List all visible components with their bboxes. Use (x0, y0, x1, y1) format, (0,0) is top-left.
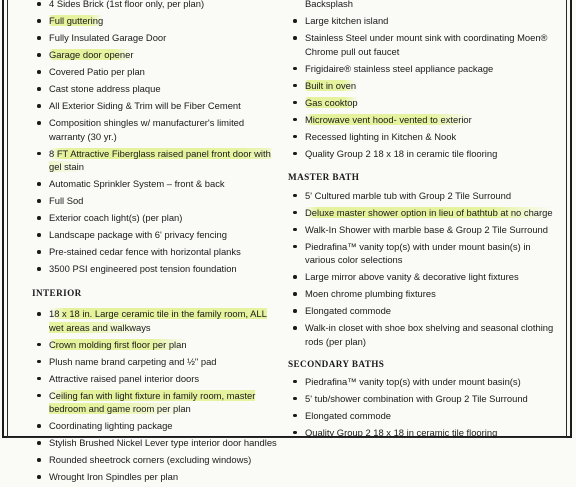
list-item (32, 116, 282, 143)
list-item-text: Garage door opener (49, 49, 134, 60)
list-item-text: Walk-in closet with shoe box shelving and seasonal clothing rods (per plan) (305, 322, 554, 347)
secondary-baths-heading: SECONDARY BATHS (288, 358, 385, 369)
list-item-text: Wrought Iron Spindles per plan (49, 471, 179, 482)
list-item-text: Piedrafina™ vanity top(s) with under mount basin(s) in various color selections (305, 240, 531, 265)
list-item (32, 147, 282, 174)
list-item-text: Piedrafina™ vanity top(s) with under mount basin(s) (305, 375, 521, 387)
list-item (288, 113, 560, 127)
list-item-text: Built in oven (305, 79, 357, 91)
list-item (288, 31, 560, 58)
list-item (288, 130, 560, 144)
kitchen-list (288, 0, 560, 160)
list-item-text: 5' tub/shower combination with Group 2 Tile Surround (305, 392, 528, 404)
list-item-text: Pre-stained cedar fence with horizontal planks (49, 246, 241, 257)
list-item-text: Backsplash (305, 0, 353, 9)
list-item (32, 48, 282, 62)
list-item (288, 14, 560, 28)
list-item (288, 321, 560, 348)
list-item-text: Walk-In Shower with marble base & Group 2 Tile Surround (305, 223, 548, 235)
list-item (32, 228, 282, 242)
list-item-text: Stainless Steel under mount sink with coordinating Moen® Chrome pull out faucet (305, 32, 548, 57)
list-item-text: Quality Group 2 18 x 18 in ceramic tile flooring (305, 426, 498, 438)
list-item (288, 409, 560, 423)
list-item-text: 8 FT Attractive Fiberglass raised panel front door with gel stain (49, 147, 271, 172)
list-item-text: All Exterior Siding & Trim will be Fiber Cement (49, 100, 241, 111)
list-item-text: Composition shingles w/ manufacturer's limited warranty (30 yr.) (49, 117, 245, 142)
list-item (32, 453, 282, 467)
list-item (288, 189, 560, 203)
list-item (288, 96, 560, 110)
list-item (288, 287, 560, 301)
list-item-text: Quality Group 2 18 x 18 in ceramic tile flooring (305, 147, 498, 159)
list-item-text: Plush name brand carpeting and ½" pad (49, 355, 217, 367)
list-item (32, 177, 282, 191)
list-item (32, 245, 282, 259)
list-item-text: Attractive raised panel interior doors (49, 372, 200, 384)
list-item (288, 426, 560, 440)
exterior-list (32, 0, 282, 276)
list-item-text: Fully Insulated Garage Door (49, 32, 167, 43)
list-item (32, 436, 282, 450)
list-item-text: Cast stone address plaque (49, 83, 161, 94)
list-item-text: Crown molding first floor per plan (49, 338, 187, 350)
list-item-text: Elongated commode (305, 409, 391, 421)
list-item (288, 375, 560, 389)
list-item (288, 62, 560, 76)
list-item-text: Stylish Brushed Nickel Lever type interior door handles (49, 437, 277, 448)
list-item-text: Frigidaire® stainless steel appliance package (305, 62, 494, 74)
list-item-text: Recessed lighting in Kitchen & Nook (305, 130, 457, 142)
list-item-text: Gas cooktop (305, 96, 358, 108)
secondary-baths-list (288, 375, 560, 440)
list-item-text: Large mirror above vanity & decorative light fixtures (305, 271, 519, 282)
list-item (32, 194, 282, 208)
right-column (288, 0, 560, 443)
list-item-text: Large kitchen island (305, 15, 389, 26)
list-item (288, 223, 560, 237)
list-item-text: Rounded sheetrock corners (excluding windows) (49, 454, 252, 465)
list-item (288, 206, 560, 220)
list-item (32, 470, 282, 484)
list-item (32, 262, 282, 276)
list-item (32, 99, 282, 113)
list-item (32, 355, 282, 369)
list-item (288, 270, 560, 284)
list-item-text: Microwave vent hood- vented to exterior (305, 113, 472, 125)
list-item (32, 82, 282, 96)
list-item (288, 304, 560, 318)
list-item (32, 211, 282, 225)
list-item (32, 0, 282, 11)
list-item-text: Landscape package with 6' privacy fencing (49, 229, 227, 240)
interior-list (32, 307, 282, 484)
list-item-text: Coordinating lighting package (49, 420, 173, 431)
list-item (32, 14, 282, 28)
list-item-text: Deluxe master shower option in lieu of bathtub at no charge (305, 206, 553, 218)
list-item-text: Ceiling fan with light fixture in family room, master bedroom and game room per plan (49, 389, 256, 414)
list-item (32, 307, 282, 334)
list-item-text: 18 x 18 in. Large ceramic tile in the family room, ALL wet areas and walkways (49, 308, 267, 333)
list-item-text: Exterior coach light(s) (per plan) (49, 212, 183, 223)
master-bath-list (288, 189, 560, 349)
list-item (32, 338, 282, 352)
interior-heading: INTERIOR (32, 288, 82, 298)
master-bath-heading: MASTER BATH (288, 171, 360, 182)
list-item-text: 4 Sides Brick (1st floor only, per plan) (49, 0, 205, 9)
list-item-text: Moen chrome plumbing fixtures (305, 288, 436, 299)
list-item (32, 31, 282, 45)
list-item-text: Elongated commode (305, 305, 391, 316)
list-item (288, 79, 560, 93)
list-item (288, 392, 560, 406)
list-item-text: Automatic Sprinkler System – front & back (49, 178, 225, 189)
list-item-text: 3500 PSI engineered post tension foundation (49, 263, 237, 274)
list-item-text: Full guttering (49, 15, 104, 26)
left-column (32, 0, 282, 487)
list-item (288, 0, 560, 11)
list-item (32, 419, 282, 433)
list-item (288, 147, 560, 161)
list-item (32, 389, 282, 416)
list-item-text: Covered Patio per plan (49, 66, 145, 77)
list-item-text: Full Sod (49, 195, 84, 206)
list-item (288, 240, 560, 267)
list-item (32, 372, 282, 386)
list-item (32, 65, 282, 79)
list-item-text: 5' Cultured marble tub with Group 2 Tile Surround (305, 189, 512, 201)
